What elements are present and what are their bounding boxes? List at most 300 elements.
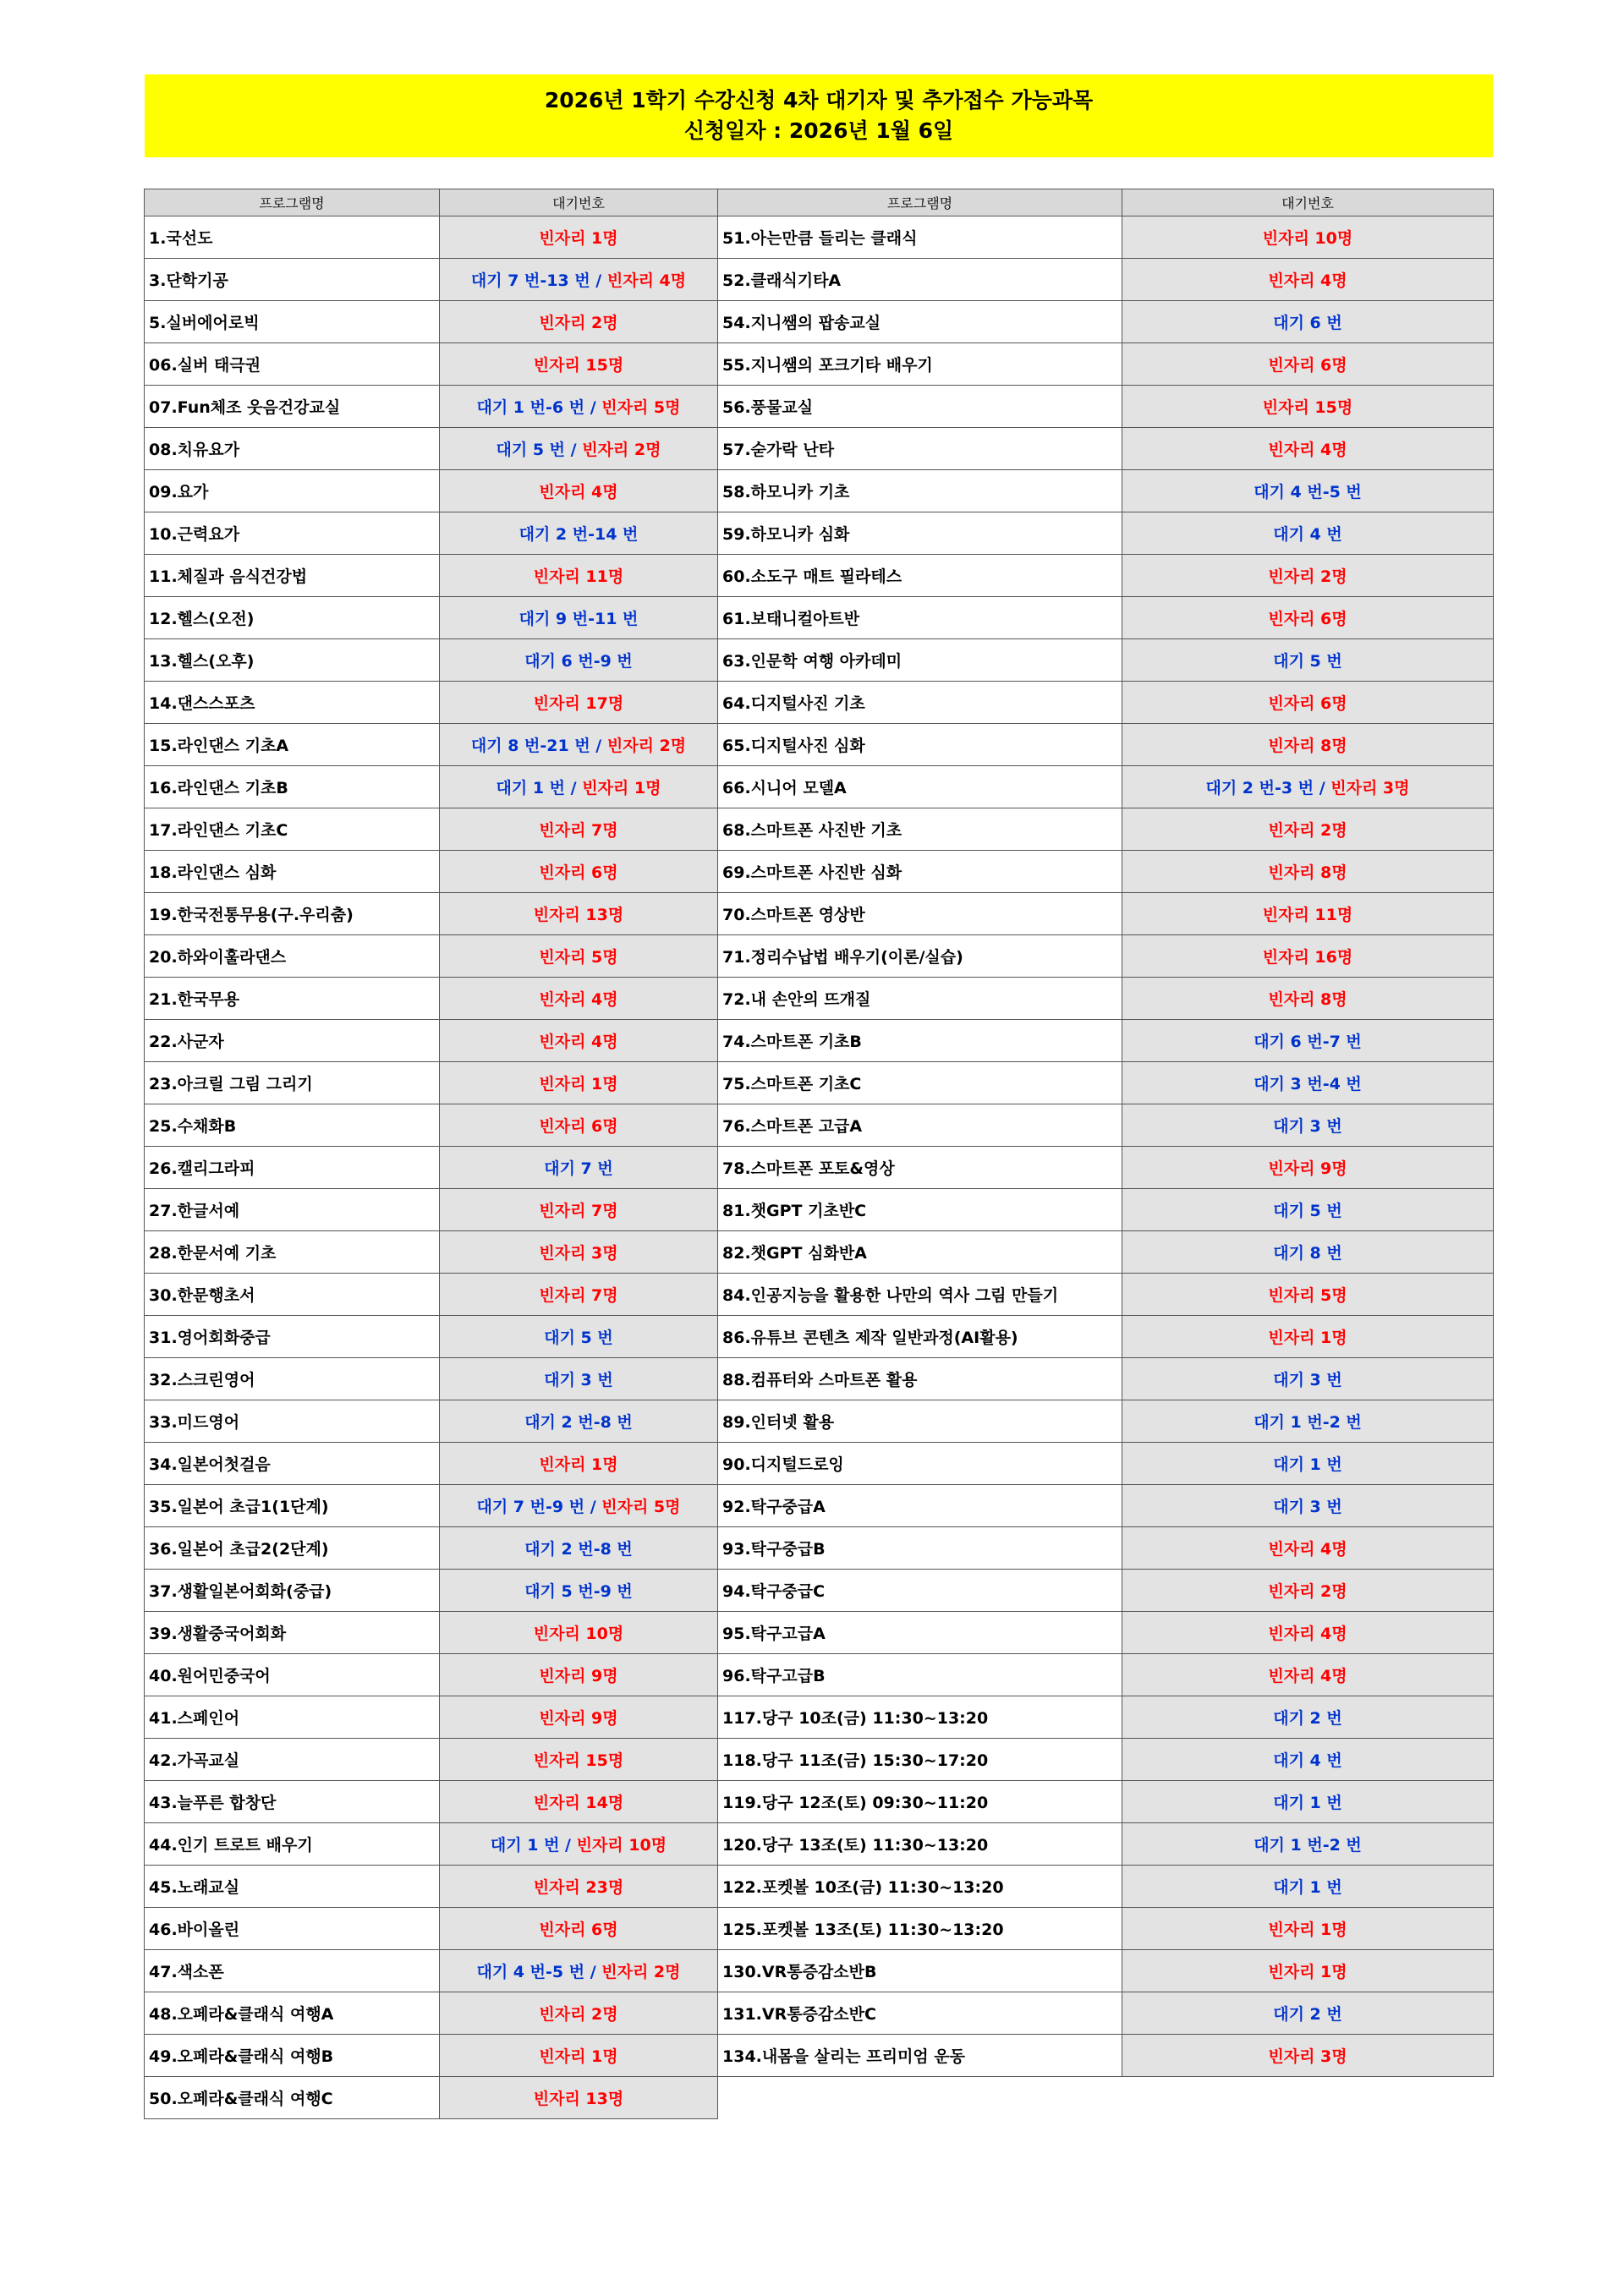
table-row <box>145 555 1494 597</box>
program-name: 78.스마트폰 포토&영상 <box>718 1147 1122 1189</box>
program-name: 40.원어민중국어 <box>145 1654 440 1696</box>
table-row <box>145 1443 1494 1485</box>
table-row <box>145 1696 1494 1739</box>
program-name: 16.라인댄스 기초B <box>145 766 440 808</box>
program-name: 45.노래교실 <box>145 1866 440 1908</box>
separator: / <box>590 271 607 290</box>
program-name: 61.보태니컬아트반 <box>718 597 1122 639</box>
program-name: 68.스마트폰 사진반 기초 <box>718 808 1122 851</box>
program-name: 48.오페라&클래식 여행A <box>145 1992 440 2035</box>
wait-status <box>440 1274 718 1316</box>
program-name: 122.포켓볼 10조(금) 11:30~13:20 <box>718 1866 1122 1908</box>
vacancy-count: 빈자리 3명 <box>539 1244 618 1263</box>
program-name: 119.당구 12조(토) 09:30~11:20 <box>718 1781 1122 1823</box>
table-row <box>145 1950 1494 1992</box>
wait-status <box>440 1612 718 1654</box>
program-name: 17.라인댄스 기초C <box>145 808 440 851</box>
waitlist-number: 대기 1 번-2 번 <box>1254 1413 1362 1432</box>
table-row <box>145 1570 1494 1612</box>
wait-status <box>1122 1781 1494 1823</box>
wait-status <box>1122 1950 1494 1992</box>
vacancy-count: 빈자리 6명 <box>539 1921 618 1939</box>
wait-status <box>440 978 718 1020</box>
program-name: 47.색소폰 <box>145 1950 440 1992</box>
wait-status <box>440 1570 718 1612</box>
program-name: 28.한문서예 기초 <box>145 1231 440 1274</box>
waitlist-number: 대기 5 번-9 번 <box>524 1582 633 1601</box>
table-row <box>145 639 1494 682</box>
application-date: 신청일자 : 2026년 1월 6일 <box>683 118 954 143</box>
waitlist-number: 대기 4 번 <box>1273 1751 1342 1770</box>
vacancy-count: 빈자리 8명 <box>1268 863 1347 882</box>
vacancy-count: 빈자리 6명 <box>539 863 618 882</box>
program-name: 96.탁구고급B <box>718 1654 1122 1696</box>
wait-status <box>1122 808 1494 851</box>
table-row <box>145 1062 1494 1104</box>
wait-status <box>1122 1104 1494 1147</box>
program-name: 134.내몸을 살리는 프리미엄 운동 <box>718 2035 1122 2077</box>
empty-cell <box>718 2077 1122 2119</box>
wait-status <box>1122 1062 1494 1104</box>
wait-status <box>1122 1739 1494 1781</box>
wait-status <box>440 1231 718 1274</box>
table-row <box>145 1485 1494 1527</box>
table-row <box>145 259 1494 301</box>
waitlist-number: 대기 2 번 <box>1273 2005 1342 2024</box>
program-name: 56.풍물교실 <box>718 386 1122 428</box>
table-row <box>145 1358 1494 1400</box>
program-name: 08.치유요가 <box>145 428 440 470</box>
vacancy-count: 빈자리 15명 <box>533 1751 624 1770</box>
wait-status <box>1122 893 1494 935</box>
program-name: 59.하모니카 심화 <box>718 512 1122 555</box>
wait-status <box>440 1485 718 1527</box>
wait-status <box>440 1358 718 1400</box>
vacancy-count: 빈자리 1명 <box>539 1075 618 1093</box>
vacancy-count: 빈자리 13명 <box>533 906 624 924</box>
program-name: 69.스마트폰 사진반 심화 <box>718 851 1122 893</box>
table-row <box>145 1823 1494 1866</box>
table-row <box>145 978 1494 1020</box>
wait-status <box>1122 1908 1494 1950</box>
vacancy-count: 빈자리 17명 <box>533 694 624 713</box>
wait-status <box>440 259 718 301</box>
wait-status <box>440 2035 718 2077</box>
vacancy-count: 빈자리 1명 <box>582 779 661 797</box>
wait-status <box>440 1654 718 1696</box>
waitlist-number: 대기 8 번-21 번 <box>470 737 590 755</box>
program-name: 42.가곡교실 <box>145 1739 440 1781</box>
program-name: 88.컴퓨터와 스마트폰 활용 <box>718 1358 1122 1400</box>
program-name: 89.인터넷 활용 <box>718 1400 1122 1443</box>
table-row <box>145 1866 1494 1908</box>
separator: / <box>590 737 607 755</box>
course-waitlist-table <box>144 189 1494 2119</box>
separator: / <box>565 441 583 459</box>
wait-status <box>440 724 718 766</box>
waitlist-number: 대기 1 번 <box>1273 1455 1342 1474</box>
vacancy-count: 빈자리 15명 <box>533 356 624 375</box>
title-banner <box>145 74 1493 157</box>
wait-status <box>1122 978 1494 1020</box>
waitlist-number: 대기 5 번 <box>544 1329 613 1347</box>
table-row <box>145 2077 1494 2119</box>
table-row <box>145 1612 1494 1654</box>
vacancy-count: 빈자리 6명 <box>1268 610 1347 628</box>
wait-status <box>440 1908 718 1950</box>
vacancy-count: 빈자리 6명 <box>1268 356 1347 375</box>
waitlist-number: 대기 5 번 <box>1273 652 1342 671</box>
waitlist-number: 대기 1 번 <box>496 779 566 797</box>
vacancy-count: 빈자리 2명 <box>601 1963 681 1981</box>
program-name: 52.클래식기타A <box>718 259 1122 301</box>
wait-status <box>1122 1274 1494 1316</box>
program-name: 72.내 손안의 뜨개질 <box>718 978 1122 1020</box>
wait-status <box>440 1739 718 1781</box>
waitlist-number: 대기 1 번-6 번 <box>476 398 585 417</box>
program-name: 76.스마트폰 고급A <box>718 1104 1122 1147</box>
table-row <box>145 1104 1494 1147</box>
vacancy-count: 빈자리 14명 <box>533 1794 624 1812</box>
wait-status <box>1122 1654 1494 1696</box>
wait-status <box>440 1443 718 1485</box>
program-name: 49.오페라&클래식 여행B <box>145 2035 440 2077</box>
table-row <box>145 301 1494 343</box>
wait-status <box>440 1950 718 1992</box>
vacancy-count: 빈자리 4명 <box>1268 1625 1347 1643</box>
vacancy-count: 빈자리 11명 <box>1262 906 1353 924</box>
program-name: 14.댄스스포츠 <box>145 682 440 724</box>
program-name: 44.인기 트로트 배우기 <box>145 1823 440 1866</box>
vacancy-count: 빈자리 4명 <box>1268 1540 1347 1559</box>
wait-status <box>1122 935 1494 978</box>
vacancy-count: 빈자리 6명 <box>539 1117 618 1136</box>
wait-status <box>1122 1823 1494 1866</box>
table-row <box>145 2035 1494 2077</box>
program-name: 07.Fun체조 웃음건강교실 <box>145 386 440 428</box>
wait-status <box>1122 766 1494 808</box>
wait-status <box>1122 259 1494 301</box>
table-row <box>145 1739 1494 1781</box>
program-name: 57.숟가락 난타 <box>718 428 1122 470</box>
program-name: 32.스크린영어 <box>145 1358 440 1400</box>
waitlist-number: 대기 5 번 <box>1273 1202 1342 1220</box>
vacancy-count: 빈자리 1명 <box>1268 1963 1347 1981</box>
program-name: 18.라인댄스 심화 <box>145 851 440 893</box>
table-row <box>145 512 1494 555</box>
wait-status <box>440 512 718 555</box>
wait-status <box>1122 2035 1494 2077</box>
program-name: 13.헬스(오후) <box>145 639 440 682</box>
program-name: 118.당구 11조(금) 15:30~17:20 <box>718 1739 1122 1781</box>
program-name: 84.인공지능을 활용한 나만의 역사 그림 만들기 <box>718 1274 1122 1316</box>
program-name: 19.한국전통무용(구.우리춤) <box>145 893 440 935</box>
program-name: 71.정리수납법 배우기(이론/실습) <box>718 935 1122 978</box>
program-name: 54.지니쌤의 팝송교실 <box>718 301 1122 343</box>
waitlist-number: 대기 2 번-14 번 <box>518 525 639 544</box>
wait-status <box>440 1316 718 1358</box>
table-row <box>145 428 1494 470</box>
program-name: 92.탁구중급A <box>718 1485 1122 1527</box>
wait-status <box>1122 1400 1494 1443</box>
table-row <box>145 766 1494 808</box>
waitlist-number: 대기 4 번-5 번 <box>1254 483 1362 501</box>
waitlist-number: 대기 2 번-8 번 <box>524 1540 633 1559</box>
vacancy-count: 빈자리 11명 <box>533 567 624 586</box>
table-row <box>145 1020 1494 1062</box>
program-name: 21.한국무용 <box>145 978 440 1020</box>
separator: / <box>559 1836 577 1855</box>
program-name: 15.라인댄스 기초A <box>145 724 440 766</box>
wait-status <box>440 470 718 512</box>
program-name: 30.한문행초서 <box>145 1274 440 1316</box>
vacancy-count: 빈자리 10명 <box>1262 229 1353 248</box>
wait-status <box>440 935 718 978</box>
vacancy-count: 빈자리 6명 <box>1268 694 1347 713</box>
table-row <box>145 935 1494 978</box>
table-row <box>145 1147 1494 1189</box>
table-row <box>145 1527 1494 1570</box>
vacancy-count: 빈자리 1명 <box>539 2047 618 2066</box>
wait-status <box>440 2077 718 2119</box>
waitlist-number: 대기 3 번 <box>544 1371 613 1389</box>
waitlist-number: 대기 9 번-11 번 <box>518 610 639 628</box>
wait-status <box>440 1189 718 1231</box>
wait-status <box>440 428 718 470</box>
waitlist-number: 대기 2 번-3 번 <box>1205 779 1314 797</box>
wait-status <box>1122 1443 1494 1485</box>
vacancy-count: 빈자리 2명 <box>539 314 618 332</box>
wait-status <box>440 555 718 597</box>
vacancy-count: 빈자리 4명 <box>539 990 618 1009</box>
wait-status <box>1122 470 1494 512</box>
wait-status <box>440 1866 718 1908</box>
vacancy-count: 빈자리 9명 <box>539 1709 618 1728</box>
program-name: 130.VR통증감소반B <box>718 1950 1122 1992</box>
table-row <box>145 1781 1494 1823</box>
program-name: 81.챗GPT 기초반C <box>718 1189 1122 1231</box>
vacancy-count: 빈자리 8명 <box>1268 737 1347 755</box>
program-name: 74.스마트폰 기초B <box>718 1020 1122 1062</box>
wait-status <box>1122 1316 1494 1358</box>
table-row <box>145 1316 1494 1358</box>
program-name: 93.탁구중급B <box>718 1527 1122 1570</box>
wait-status <box>440 1823 718 1866</box>
program-name: 55.지니쌤의 포크기타 배우기 <box>718 343 1122 386</box>
separator: / <box>584 398 602 417</box>
program-name: 23.아크릴 그림 그리기 <box>145 1062 440 1104</box>
wait-status <box>1122 428 1494 470</box>
waitlist-number: 대기 4 번-5 번 <box>476 1963 585 1981</box>
waitlist-number: 대기 4 번 <box>1273 525 1342 544</box>
vacancy-count: 빈자리 2명 <box>1268 821 1347 840</box>
program-name: 63.인문학 여행 아카데미 <box>718 639 1122 682</box>
vacancy-count: 빈자리 1명 <box>539 229 618 248</box>
wait-status <box>440 766 718 808</box>
vacancy-count: 빈자리 2명 <box>606 737 687 755</box>
vacancy-count: 빈자리 4명 <box>539 1033 618 1051</box>
program-name: 37.생활일본어회화(중급) <box>145 1570 440 1612</box>
vacancy-count: 빈자리 4명 <box>1268 441 1347 459</box>
wait-status <box>440 386 718 428</box>
table-row <box>145 1992 1494 2035</box>
program-name: 65.디지털사진 심화 <box>718 724 1122 766</box>
program-name: 41.스페인어 <box>145 1696 440 1739</box>
empty-cell <box>1122 2077 1494 2119</box>
waitlist-number: 대기 7 번-9 번 <box>476 1498 585 1516</box>
waitlist-number: 대기 6 번-9 번 <box>524 652 633 671</box>
wait-status <box>440 851 718 893</box>
program-name: 33.미드영어 <box>145 1400 440 1443</box>
program-name: 36.일본어 초급2(2단계) <box>145 1527 440 1570</box>
vacancy-count: 빈자리 15명 <box>1262 398 1353 417</box>
waitlist-number: 대기 3 번 <box>1273 1117 1342 1136</box>
header-wait-number-left: 대기번호 <box>440 189 718 216</box>
waitlist-number: 대기 1 번 <box>1273 1794 1342 1812</box>
wait-status <box>440 597 718 639</box>
header-row <box>145 189 1494 216</box>
program-name: 131.VR통증감소반C <box>718 1992 1122 2035</box>
program-name: 117.당구 10조(금) 11:30~13:20 <box>718 1696 1122 1739</box>
vacancy-count: 빈자리 5명 <box>601 398 681 417</box>
wait-status <box>440 639 718 682</box>
vacancy-count: 빈자리 16명 <box>1262 948 1353 967</box>
program-name: 27.한글서예 <box>145 1189 440 1231</box>
program-name: 46.바이올린 <box>145 1908 440 1950</box>
program-name: 70.스마트폰 영상반 <box>718 893 1122 935</box>
vacancy-count: 빈자리 10명 <box>533 1625 624 1643</box>
vacancy-count: 빈자리 9명 <box>539 1667 618 1685</box>
page-title: 2026년 1학기 수강신청 4차 대기자 및 추가접수 가능과목 <box>544 88 1094 112</box>
waitlist-number: 대기 2 번 <box>1273 1709 1342 1728</box>
wait-status <box>440 1527 718 1570</box>
wait-status <box>1122 1147 1494 1189</box>
table-row <box>145 893 1494 935</box>
program-name: 25.수채화B <box>145 1104 440 1147</box>
vacancy-count: 빈자리 13명 <box>533 2090 624 2108</box>
waitlist-number: 대기 3 번 <box>1273 1498 1342 1516</box>
program-name: 82.챗GPT 심화반A <box>718 1231 1122 1274</box>
vacancy-count: 빈자리 9명 <box>1268 1159 1347 1178</box>
program-name: 12.헬스(오전) <box>145 597 440 639</box>
program-name: 86.유튜브 콘텐츠 제작 일반과정(AI활용) <box>718 1316 1122 1358</box>
wait-status <box>1122 1992 1494 2035</box>
program-name: 94.탁구중급C <box>718 1570 1122 1612</box>
wait-status <box>440 301 718 343</box>
waitlist-number: 대기 8 번 <box>1273 1244 1342 1263</box>
program-name: 120.당구 13조(토) 11:30~13:20 <box>718 1823 1122 1866</box>
wait-status <box>440 1992 718 2035</box>
table-row <box>145 1400 1494 1443</box>
vacancy-count: 빈자리 3명 <box>1268 2047 1347 2066</box>
waitlist-number: 대기 1 번-2 번 <box>1254 1836 1362 1855</box>
separator: / <box>565 779 583 797</box>
wait-status <box>1122 1570 1494 1612</box>
wait-status <box>440 1781 718 1823</box>
wait-status <box>1122 1696 1494 1739</box>
program-name: 34.일본어첫걸음 <box>145 1443 440 1485</box>
table-row <box>145 1274 1494 1316</box>
program-name: 09.요가 <box>145 470 440 512</box>
wait-status <box>440 1400 718 1443</box>
waitlist-number: 대기 6 번-7 번 <box>1254 1033 1362 1051</box>
table-row <box>145 343 1494 386</box>
wait-status <box>440 216 718 259</box>
wait-status <box>1122 851 1494 893</box>
wait-status <box>1122 512 1494 555</box>
vacancy-count: 빈자리 1명 <box>1268 1329 1347 1347</box>
table-row <box>145 724 1494 766</box>
vacancy-count: 빈자리 2명 <box>1268 567 1347 586</box>
vacancy-count: 빈자리 4명 <box>1268 271 1347 290</box>
wait-status <box>1122 639 1494 682</box>
program-name: 64.디지털사진 기초 <box>718 682 1122 724</box>
program-name: 58.하모니카 기초 <box>718 470 1122 512</box>
program-name: 90.디지털드로잉 <box>718 1443 1122 1485</box>
vacancy-count: 빈자리 7명 <box>539 1286 618 1305</box>
separator: / <box>584 1963 602 1981</box>
table-row <box>145 1189 1494 1231</box>
vacancy-count: 빈자리 4명 <box>606 271 687 290</box>
wait-status <box>1122 1485 1494 1527</box>
table-row <box>145 682 1494 724</box>
wait-status <box>1122 597 1494 639</box>
header-program-name-left: 프로그램명 <box>145 189 440 216</box>
vacancy-count: 빈자리 5명 <box>601 1498 681 1516</box>
program-name: 3.단학기공 <box>145 259 440 301</box>
program-name: 22.사군자 <box>145 1020 440 1062</box>
table-row <box>145 1908 1494 1950</box>
program-name: 35.일본어 초급1(1단계) <box>145 1485 440 1527</box>
vacancy-count: 빈자리 23명 <box>533 1878 624 1897</box>
wait-status <box>1122 555 1494 597</box>
header-wait-number-right: 대기번호 <box>1122 189 1494 216</box>
table-row <box>145 470 1494 512</box>
program-name: 31.영어회화중급 <box>145 1316 440 1358</box>
wait-status <box>1122 724 1494 766</box>
vacancy-count: 빈자리 10명 <box>576 1836 667 1855</box>
program-name: 1.국선도 <box>145 216 440 259</box>
wait-status <box>1122 1527 1494 1570</box>
wait-status <box>1122 1189 1494 1231</box>
wait-status <box>440 1147 718 1189</box>
vacancy-count: 빈자리 1명 <box>1268 1921 1347 1939</box>
wait-status <box>1122 1866 1494 1908</box>
program-name: 26.캘리그라피 <box>145 1147 440 1189</box>
table-row <box>145 1231 1494 1274</box>
header-program-name-right: 프로그램명 <box>718 189 1122 216</box>
wait-status <box>440 808 718 851</box>
wait-status <box>1122 1358 1494 1400</box>
program-name: 50.오페라&클래식 여행C <box>145 2077 440 2119</box>
waitlist-number: 대기 1 번 <box>1273 1878 1342 1897</box>
vacancy-count: 빈자리 4명 <box>539 483 618 501</box>
vacancy-count: 빈자리 3명 <box>1330 779 1410 797</box>
vacancy-count: 빈자리 2명 <box>582 441 661 459</box>
table-row <box>145 386 1494 428</box>
separator: / <box>1314 779 1331 797</box>
wait-status <box>440 682 718 724</box>
wait-status <box>440 1104 718 1147</box>
program-name: 125.포켓볼 13조(토) 11:30~13:20 <box>718 1908 1122 1950</box>
vacancy-count: 빈자리 8명 <box>1268 990 1347 1009</box>
wait-status <box>1122 386 1494 428</box>
wait-status <box>1122 1231 1494 1274</box>
vacancy-count: 빈자리 4명 <box>1268 1667 1347 1685</box>
program-name: 11.체질과 음식건강법 <box>145 555 440 597</box>
vacancy-count: 빈자리 2명 <box>1268 1582 1347 1601</box>
vacancy-count: 빈자리 5명 <box>539 948 618 967</box>
